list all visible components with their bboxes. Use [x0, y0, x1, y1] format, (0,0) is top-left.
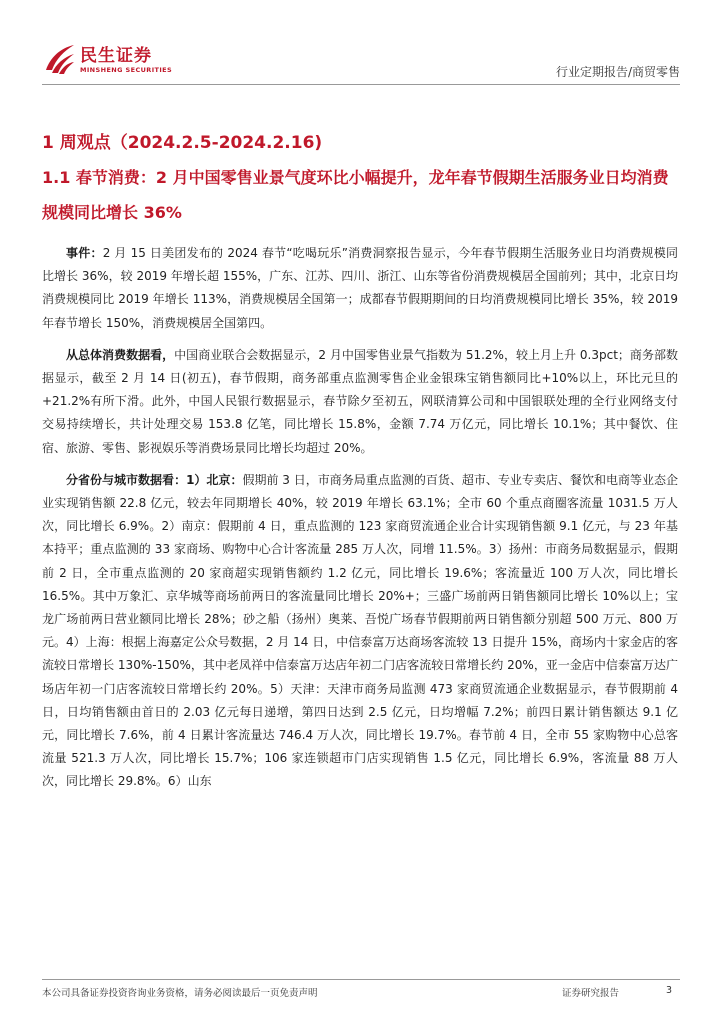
paragraph-event — [42, 242, 678, 335]
logo-mark-icon — [42, 40, 76, 76]
footer-disclaimer: 本公司具备证券投资咨询业务资格，请务必阅读最后一页免责声明 — [42, 988, 318, 999]
footer-doc-type: 证券研究报告 — [562, 988, 620, 999]
logo-chinese-name: 民生证券 — [80, 46, 152, 66]
report-body — [42, 242, 678, 803]
footer-divider — [42, 979, 680, 980]
page-number: 3 — [665, 985, 672, 996]
paragraph-text: 假期前 3 日，市商务局重点监测的百货、超市、专业专卖店、餐饮和电商等业态企业实现销售额 22.8 亿元，较去年同期增长 40%，较 2019 年增长 63.1%；全市 60 个重点商圈客流量 1031.5 万人次，同比增长 6.9%。2）南京：假期前 4 日，重点监测的 123 家商贸流通企业合计实现销售额 9.1 亿元，与 23 年基本持平；重点监测的 33 家商场、购物中心合计客流量 285 万人次，同增 11.5%。3）扬州：市商务局数据显示，假期前 2 日，全市重点监测的 20 家商超实现销售额约 1.2 亿元，同比增长 19.6%；客流量近 100 万人次，同比增长 16.5%。其中万象汇、京华城等商场前两日的客流量同比增长 20%+；三盛广场前两日销售额同比增长 10%以上；宝龙广场前两日营业额同比增长 28%；砂之船（扬州）奥莱、吾悦广场春节假期前两日销售额分别超 500 万元、800 万元。4）上海：根据上海嘉定公众号数据，2 月 14 日，中信泰富万达商场客流较 13 日提升 15%，商场内十家金店的客流较日常增长 130%-150%，其中老凤祥中信泰富万达店年初二门店客流较日常增长约 20%，亚一金店中信泰富万达广场店年初一门店客流较日常增长约 20%。5）天津：天津市商务局监测 473 家商贸流通企业数据显示，春节假期前 4 日，日均销售额由首日的 2.03 亿元每日递增，第四日达到 2.5 亿元，日均增幅 7.2%；前四日累计销售额达 9.1 亿元，同比增长 7.6%，前 4 日累计客流量达 746.4 万人次，同比增长 19.7%。春节前 4 日，全市 55 家购物中心总客流量 521.3 万人次，同比增长 15.7%；106 家连锁超市门店实现销售 1.5 亿元，同比增长 6.9%，客流量 88 万人次，同比增长 29.8%。6）山东 — [42, 472, 678, 789]
logo-english-name: MINSHENG SECURITIES — [80, 66, 173, 74]
company-logo — [42, 40, 177, 80]
page-header — [0, 0, 724, 90]
paragraph-text: 中国商业联合会数据显示，2 月中国零售业景气指数为 51.2%，较上月上升 0.3pct；商务部数据显示，截至 2 月 14 日(初五)，春节假期，商务部重点监测零售企业金银珠宝销售额同比+10%以上，环比元旦的+21.2%有所下滑。此外，中国人民银行数据显示，春节除夕至初五，网联清算公司和中国银联处理的全行业网络支付交易持续增长，共计处理交易 153.8 亿笔，同比增长 15.8%，金额 7.74 万亿元，同比增长 10.1%；其中餐饮、住宿、旅游、零售、影视娱乐等消费场景同比增长均超过 20%。 — [42, 347, 678, 455]
paragraph-text: 2 月 15 日美团发布的 2024 春节“吃喝玩乐”消费洞察报告显示，今年春节假期生活服务业日均消费规模同比增长 36%，较 2019 年增长超 155%，广东、江苏、四川、浙江、山东等省份消费规模居全国前列；其中，北京日均消费规模同比 2019 年增长 113%，消费规模居全国第一；成都春节假期期间的日均消费规模同比增长 35%，较 2019 年春节增长 150%，消费规模居全国第四。 — [42, 246, 678, 330]
header-divider — [42, 84, 680, 85]
report-category: 行业定期报告/商贸零售 — [555, 65, 680, 79]
subsection-heading: 1.1 春节消费：2 月中国零售业景气度环比小幅提升，龙年春节假期生活服务业日均消费规模同比增长 36% — [42, 168, 669, 222]
paragraph-overall-data — [42, 344, 678, 460]
paragraph-lead: 事件： — [66, 246, 103, 260]
paragraph-regional-data — [42, 469, 678, 794]
section-heading: 1 周观点（2024.2.5-2024.2.16) — [42, 133, 323, 153]
paragraph-lead: 从总体消费数据看， — [66, 347, 175, 362]
paragraph-lead: 分省份与城市数据看：1）北京： — [66, 472, 243, 487]
